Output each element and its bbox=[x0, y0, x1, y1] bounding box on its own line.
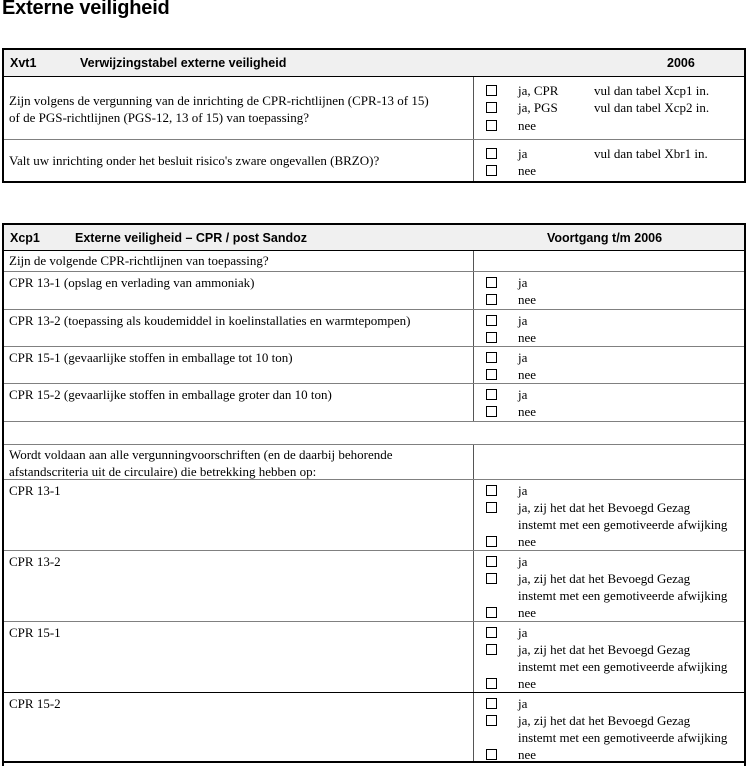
table-title: Verwijzingstabel externe veiligheid bbox=[80, 56, 287, 70]
checkbox[interactable] bbox=[486, 644, 497, 655]
table-row-cpr13-1 bbox=[4, 271, 744, 309]
answer-cell: ja ja, zij het dat het Bevoegd Gezag instemt met een gemotiveerde afwijking nee bbox=[474, 551, 744, 621]
table-code: Xvt1 bbox=[10, 56, 37, 70]
row-label: CPR 13-1 bbox=[4, 480, 474, 550]
table-xvt1 bbox=[2, 48, 746, 183]
checkbox[interactable] bbox=[486, 573, 497, 584]
row-label: CPR 15-1 bbox=[4, 622, 474, 692]
checkbox[interactable] bbox=[486, 749, 497, 760]
question-text: Wordt voldaan aan alle vergunningvoorschriften (en de daarbij behorende bbox=[9, 447, 393, 462]
progress-header: Voortgang t/m 2006 bbox=[547, 231, 663, 245]
checkbox[interactable] bbox=[486, 607, 497, 618]
checkbox[interactable] bbox=[486, 485, 497, 496]
checkbox[interactable] bbox=[486, 536, 497, 547]
table-row-cpr13-1-compliance bbox=[4, 479, 744, 550]
checkbox[interactable] bbox=[486, 389, 497, 400]
table-title: Externe veiligheid – CPR / post Sandoz bbox=[75, 231, 307, 245]
row-label: CPR 13-1 (opslag en verlading van ammoniak) bbox=[4, 272, 474, 309]
row-label: CPR 13-2 bbox=[4, 551, 474, 621]
table-row-cpr13-2 bbox=[4, 309, 744, 346]
answer-cell: ja ja, zij het dat het Bevoegd Gezag instemt met een gemotiveerde afwijking nee bbox=[474, 480, 744, 550]
table-row-cpr13-2-compliance bbox=[4, 550, 744, 621]
checkbox[interactable] bbox=[486, 294, 497, 305]
answer-cell: ja nee bbox=[474, 310, 744, 346]
checkbox[interactable] bbox=[486, 148, 497, 159]
checkbox[interactable] bbox=[486, 406, 497, 417]
table-row bbox=[4, 139, 744, 181]
table-code: Xcp1 bbox=[10, 231, 40, 245]
checkbox[interactable] bbox=[486, 502, 497, 513]
question-cell bbox=[4, 445, 474, 479]
question-text: Valt uw inrichting onder het besluit risico's zware ongevallen (BRZO)? bbox=[9, 153, 380, 168]
answer-cell: ja nee bbox=[474, 272, 744, 309]
table-row-cpr15-2 bbox=[4, 383, 744, 421]
question-cell bbox=[4, 140, 474, 181]
question-text: Zijn de volgende CPR-richtlijnen van toepassing? bbox=[4, 251, 474, 271]
table-header bbox=[4, 225, 744, 251]
table-xcp1 bbox=[2, 223, 746, 766]
checkbox[interactable] bbox=[486, 165, 497, 176]
answer-cell: ja ja, zij het dat het Bevoegd Gezag instemt met een gemotiveerde afwijking nee bbox=[474, 693, 744, 761]
checkbox[interactable] bbox=[486, 715, 497, 726]
checkbox[interactable] bbox=[486, 352, 497, 363]
checkbox[interactable] bbox=[486, 369, 497, 380]
checkbox[interactable] bbox=[486, 627, 497, 638]
row-label: CPR 15-2 (gevaarlijke stoffen in emballage groter dan 10 ton) bbox=[4, 384, 474, 421]
question-text: of de PGS-richtlijnen (PGS-12, 13 of 15) van toepassing? bbox=[9, 110, 310, 125]
checkbox[interactable] bbox=[486, 698, 497, 709]
checkbox[interactable] bbox=[486, 556, 497, 567]
checkbox[interactable] bbox=[486, 85, 497, 96]
checkbox[interactable] bbox=[486, 332, 497, 343]
table-header bbox=[4, 50, 744, 77]
answer-cell bbox=[474, 445, 744, 479]
checkbox[interactable] bbox=[486, 277, 497, 288]
table-row bbox=[4, 77, 744, 139]
answer-cell: ja nee bbox=[474, 384, 744, 421]
section-question-row bbox=[4, 251, 744, 271]
answer-cell bbox=[474, 251, 744, 271]
section-question-row bbox=[4, 444, 744, 479]
checkbox[interactable] bbox=[486, 678, 497, 689]
table-row-cpr15-1 bbox=[4, 346, 744, 383]
answer-cell: ja nee bbox=[474, 347, 744, 383]
answer-cell: ja, CPR vul dan tabel Xcp1 in. ja, PGS vul dan tabel Xcp2 in. nee bbox=[474, 77, 744, 139]
row-label: CPR 15-2 bbox=[4, 693, 474, 761]
row-label: CPR 13-2 (toepassing als koudemiddel in koelinstallaties en warmtepompen) bbox=[4, 310, 474, 346]
table-row-cpr15-1-compliance bbox=[4, 621, 744, 692]
row-label: CPR 15-1 (gevaarlijke stoffen in emballage tot 10 ton) bbox=[4, 347, 474, 383]
checkbox[interactable] bbox=[486, 315, 497, 326]
page-title: Externe veiligheid bbox=[2, 0, 170, 19]
table-year: 2006 bbox=[667, 56, 695, 70]
question-cell bbox=[4, 77, 474, 139]
checkbox[interactable] bbox=[486, 120, 497, 131]
checkbox[interactable] bbox=[486, 102, 497, 113]
answer-cell: ja vul dan tabel Xbr1 in. nee bbox=[474, 140, 744, 181]
question-text: Zijn volgens de vergunning van de inrichting de CPR-richtlijnen (CPR-13 of 15) bbox=[9, 93, 429, 108]
table-row-cpr15-2-compliance bbox=[4, 692, 744, 763]
question-text: afstandscriteria uit de circulaire) die betrekking hebben op: bbox=[9, 464, 317, 479]
answer-cell: ja ja, zij het dat het Bevoegd Gezag instemt met een gemotiveerde afwijking nee bbox=[474, 622, 744, 692]
spacer-row bbox=[4, 421, 744, 444]
